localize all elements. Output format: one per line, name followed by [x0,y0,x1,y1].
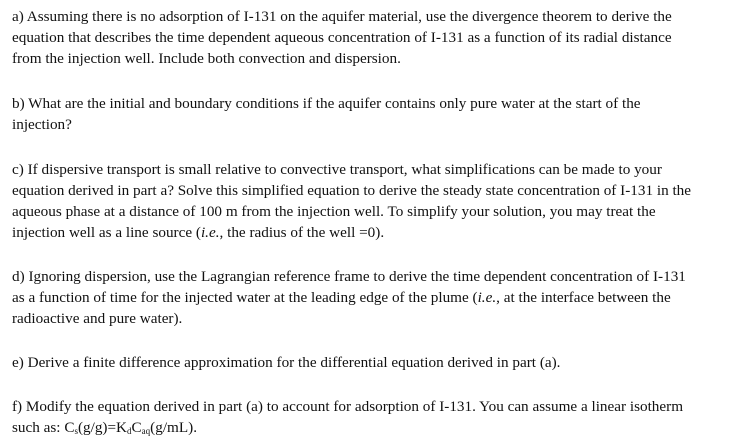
part-d-line-1: d) Ignoring dispersion, use the Lagrangian reference frame to derive the time dependent concentration of I-131 [12,268,686,285]
part-d-line-2-after: , at the interface between the [496,289,671,306]
formula-aq-subscript: aq [141,426,151,436]
part-d-line-2-before: as a function of time for the injected water at the leading edge of the plume ( [12,289,478,306]
formula-unit-2: (g/mL). [150,419,197,436]
part-d-line-3: radioactive and pure water). [12,310,183,327]
part-e-question [12,352,736,373]
part-a-line-3: from the injection well. Include both convection and dispersion. [12,50,401,67]
part-c-question [12,159,736,243]
formula-c2-symbol: C [131,419,142,436]
part-b-question [12,93,736,135]
part-d-ie-italic: i.e. [477,289,497,306]
part-b-line-1: b) What are the initial and boundary conditions if the aquifer contains only pure water at the start of the [12,95,641,112]
part-d-line-2 [12,287,736,308]
part-c-line-1: c) If dispersive transport is small relative to convective transport, what simplifications can be made to your [12,161,662,178]
part-f-line-2 [12,417,736,438]
part-c-line-4-before: injection well as a line source ( [12,224,201,241]
part-c-line-3: aqueous phase at a distance of 100 m from the injection well. To simplify your solution, you may treat the [12,203,656,220]
part-a-line-1: a) Assuming there is no adsorption of I-131 on the aquifer material, use the divergence theorem to derive the [12,8,672,25]
problem-set [12,6,736,438]
part-c-line-4 [12,222,736,243]
part-c-ie-italic: i.e. [200,224,220,241]
part-d-question [12,266,736,329]
formula-c-symbol: C [64,419,75,436]
formula-d-subscript: d [127,426,132,436]
part-f-line-1: f) Modify the equation derived in part (a) to account for adsorption of I-131. You can assume a linear isotherm [12,398,684,415]
formula-s-subscript: s [74,426,78,436]
formula-prefix: such as: [12,419,65,436]
formula-unit-1: (g/g)=K [77,419,128,436]
part-c-line-4-after: , the radius of the well =0). [219,224,385,241]
part-c-line-2: equation derived in part a? Solve this simplified equation to derive the steady state concentration of I-131 in the [12,182,692,199]
part-a-line-2: equation that describes the time dependent aqueous concentration of I-131 as a function of its radial distance [12,29,672,46]
part-e-line-1: e) Derive a finite difference approximation for the differential equation derived in part (a). [12,354,561,371]
part-f-question [12,396,736,438]
part-a-question [12,6,736,69]
part-b-line-2: injection? [12,116,72,133]
